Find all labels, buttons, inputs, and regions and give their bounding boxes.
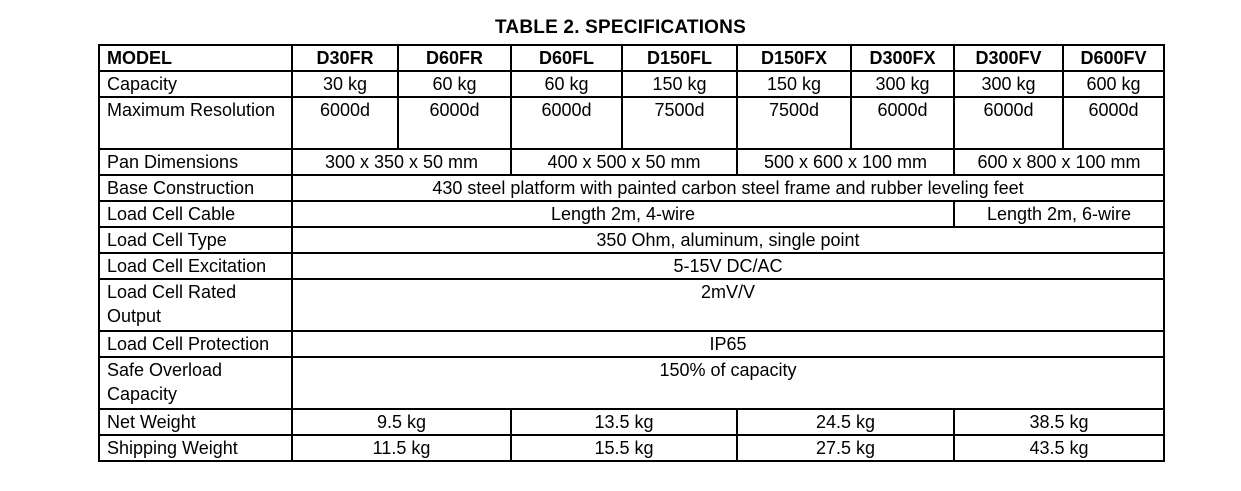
table-row-load-cell-excitation — [99, 253, 1164, 279]
table-cell: 6000d — [1063, 97, 1164, 149]
table-row-resolution — [99, 97, 1164, 149]
table-row-net-weight — [99, 409, 1164, 435]
table-cell: 15.5 kg — [511, 435, 737, 461]
table-row-shipping-weight — [99, 435, 1164, 461]
row-label: Net Weight — [99, 409, 292, 435]
table-row-safe-overload — [99, 357, 1164, 409]
table-cell: 600 kg — [1063, 71, 1164, 97]
model-header: D60FL — [511, 45, 622, 71]
row-label: Load Cell Protection — [99, 331, 292, 357]
table-cell: 300 kg — [954, 71, 1063, 97]
table-cell: 6000d — [954, 97, 1063, 149]
table-row-rated-output — [99, 279, 1164, 331]
table-cell: 7500d — [737, 97, 851, 149]
row-label: Shipping Weight — [99, 435, 292, 461]
table-cell: Length 2m, 6-wire — [954, 201, 1164, 227]
table-cell: 6000d — [511, 97, 622, 149]
table-cell: IP65 — [292, 331, 1164, 357]
row-label: Pan Dimensions — [99, 149, 292, 175]
table-cell: 5-15V DC/AC — [292, 253, 1164, 279]
table-cell: 60 kg — [511, 71, 622, 97]
table-cell: 430 steel platform with painted carbon steel frame and rubber leveling feet — [292, 175, 1164, 201]
table-cell: 6000d — [851, 97, 954, 149]
table-cell: 7500d — [622, 97, 737, 149]
table-cell: 24.5 kg — [737, 409, 954, 435]
table-title: TABLE 2. SPECIFICATIONS — [495, 17, 746, 38]
table-cell: 150 kg — [737, 71, 851, 97]
row-label: Load Cell Excitation — [99, 253, 292, 279]
table-cell: 43.5 kg — [954, 435, 1164, 461]
table-cell: 13.5 kg — [511, 409, 737, 435]
table-row-load-cell-type — [99, 227, 1164, 253]
row-label: Load Cell Cable — [99, 201, 292, 227]
table-cell: 300 x 350 x 50 mm — [292, 149, 511, 175]
table-row-capacity — [99, 71, 1164, 97]
row-label: Load Cell Rated Output — [99, 279, 292, 331]
row-label: Capacity — [99, 71, 292, 97]
table-row-header — [99, 45, 1164, 71]
table-row-pan-dimensions — [99, 149, 1164, 175]
table-row-load-cell-protection — [99, 331, 1164, 357]
table-cell: 300 kg — [851, 71, 954, 97]
table-row-load-cell-cable — [99, 201, 1164, 227]
model-header: D300FX — [851, 45, 954, 71]
table-cell: 6000d — [398, 97, 511, 149]
table-cell: 11.5 kg — [292, 435, 511, 461]
table-cell: 600 x 800 x 100 mm — [954, 149, 1164, 175]
row-label: Safe Overload Capacity — [99, 357, 292, 409]
table-cell: Length 2m, 4-wire — [292, 201, 954, 227]
model-header: D30FR — [292, 45, 398, 71]
model-header: D60FR — [398, 45, 511, 71]
row-label: Load Cell Type — [99, 227, 292, 253]
table-cell: 500 x 600 x 100 mm — [737, 149, 954, 175]
table-cell: 9.5 kg — [292, 409, 511, 435]
model-header-label: MODEL — [99, 45, 292, 71]
model-header: D300FV — [954, 45, 1063, 71]
table-cell: 350 Ohm, aluminum, single point — [292, 227, 1164, 253]
table-cell: 150 kg — [622, 71, 737, 97]
table-cell: 150% of capacity — [292, 357, 1164, 409]
table-cell: 2mV/V — [292, 279, 1164, 331]
model-header: D150FX — [737, 45, 851, 71]
table-cell: 400 x 500 x 50 mm — [511, 149, 737, 175]
table-cell: 6000d — [292, 97, 398, 149]
row-label: Maximum Resolution — [99, 97, 292, 149]
table-cell: 27.5 kg — [737, 435, 954, 461]
table-cell: 30 kg — [292, 71, 398, 97]
row-label: Base Construction — [99, 175, 292, 201]
specifications-table — [98, 44, 1165, 462]
table-cell: 60 kg — [398, 71, 511, 97]
model-header: D600FV — [1063, 45, 1164, 71]
table-row-base-construction — [99, 175, 1164, 201]
table-cell: 38.5 kg — [954, 409, 1164, 435]
model-header: D150FL — [622, 45, 737, 71]
